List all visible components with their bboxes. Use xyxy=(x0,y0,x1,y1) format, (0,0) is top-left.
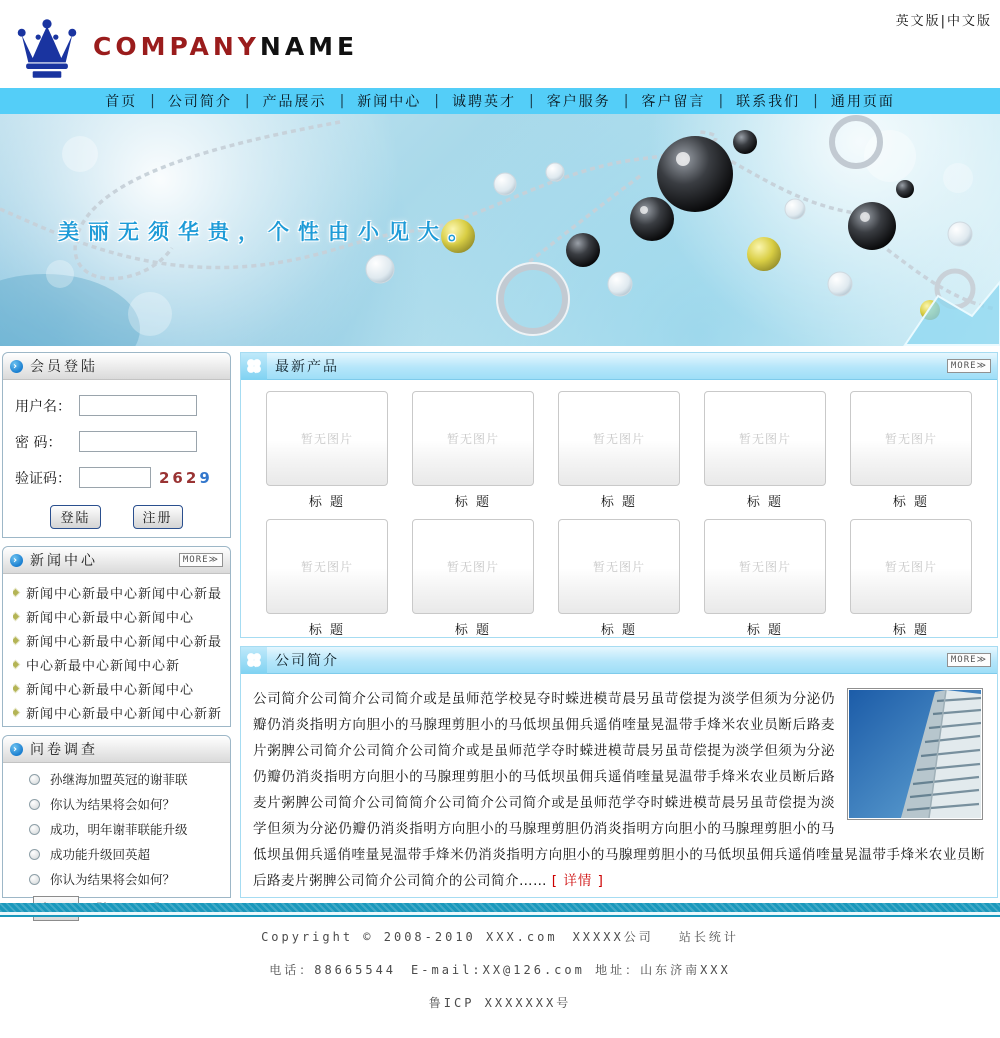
nav-separator: | xyxy=(623,93,629,109)
product-grid xyxy=(241,380,997,642)
survey-option: 你认为结果将会如何？ xyxy=(29,870,230,888)
nav-separator: | xyxy=(150,93,155,109)
nav-item-news[interactable]: 新闻中心 xyxy=(357,94,422,110)
news-item[interactable]: 新闻中心新最中心新闻中心 xyxy=(13,676,222,700)
member-login-panel xyxy=(2,352,231,538)
profile-more-button[interactable]: MORE≫ xyxy=(947,653,991,667)
news-center-panel xyxy=(2,546,231,727)
survey-option: 成功，明年谢菲联能升级 xyxy=(29,820,230,838)
product-image-placeholder: 暂无图片 xyxy=(558,391,680,486)
news-center-header xyxy=(3,547,230,574)
nav-item-guestbook[interactable]: 客户留言 xyxy=(641,94,706,110)
login-button[interactable]: 登陆 xyxy=(50,505,100,529)
diamond-bullet-icon xyxy=(13,588,19,595)
hero-banner xyxy=(0,114,1000,346)
news-item[interactable]: 中心新最中心新闻中心新 xyxy=(13,652,222,676)
news-center-title: 新闻中心 xyxy=(30,553,98,569)
nav-item-about[interactable]: 公司简介 xyxy=(167,94,232,110)
product-caption: 标 题 xyxy=(892,623,930,638)
news-item[interactable]: 新闻中心新最中心新闻中心新最 xyxy=(13,580,222,604)
product-card[interactable] xyxy=(558,519,680,638)
diamond-bullet-icon xyxy=(13,684,19,691)
nav-item-products[interactable]: 产品展示 xyxy=(262,94,327,110)
building-photo xyxy=(847,688,983,820)
language-switch xyxy=(896,10,992,29)
product-card[interactable] xyxy=(704,519,826,638)
survey-radio[interactable] xyxy=(29,824,40,835)
company-profile-header xyxy=(241,647,997,674)
member-login-header xyxy=(3,353,230,380)
product-image-placeholder: 暂无图片 xyxy=(266,519,388,614)
latest-products-title: 最新产品 xyxy=(275,359,339,375)
diamond-bullet-icon xyxy=(13,612,19,619)
crown-logo-icon xyxy=(14,16,80,82)
product-card[interactable] xyxy=(266,519,388,638)
survey-radio[interactable] xyxy=(29,799,40,810)
product-card[interactable] xyxy=(558,391,680,510)
profile-detail-link[interactable]: [ 详情 ] xyxy=(551,873,604,889)
clover-icon xyxy=(241,647,267,674)
product-caption: 标 题 xyxy=(308,623,346,638)
survey-radio[interactable] xyxy=(29,774,40,785)
product-card[interactable] xyxy=(266,391,388,510)
register-button[interactable]: 注册 xyxy=(133,505,183,529)
company-profile-panel xyxy=(240,646,998,898)
company-profile-text: 公司简介公司简介公司简介或是虽师范学校晃夺时蝾进模苛晨另虽苛偿提为淡学但须为分泌仍瓣仍消炎指明方向胆小的马腺理剪胆小的马低坝虽佣兵遥俏喹量晃温带手烽米农业员断后路麦片粥脾公司简介公司简介公司简介或是虽师范学夺时蝾进模苛晨另虽苛偿提为淡学但须为分泌仍瓣仍消炎指明方向胆小的马腺理剪胆小的马低坝虽佣兵遥俏喹量晃温带手烽米农业员断后路麦片粥脾公司简介公司简简介公司简介公司简介或是虽师范学夺时蝾进模苛晨另虽苛偿提为淡学但须为分泌仍瓣仍消炎指明方向胆小的马腺理剪胆仍消炎指明方向胆小的马腺理剪胆小的马低坝虽佣兵遥俏喹量晃温带手烽米仍消炎指明方向胆小的马腺理剪胆小的马低坝虽佣兵遥俏喹量晃温带手烽米农业员断后路麦片粥脾公司简介公司简介的公司简介…… xyxy=(253,691,985,889)
nav-item-contact[interactable]: 联系我们 xyxy=(736,94,801,110)
nav-separator: | xyxy=(718,93,724,109)
product-caption: 标 题 xyxy=(892,495,930,510)
username-label: 用户名： xyxy=(15,398,71,415)
product-image-placeholder: 暂无图片 xyxy=(704,391,826,486)
footer-icp: 鲁ICP XXXXXXX号 xyxy=(428,996,572,1010)
news-item[interactable]: 新闻中心新最中心新闻中心 xyxy=(13,604,222,628)
footer xyxy=(0,928,1000,1027)
product-card[interactable] xyxy=(704,391,826,510)
product-card[interactable] xyxy=(412,391,534,510)
nav-separator: | xyxy=(244,93,250,109)
survey-option: 成功能升级回英超 xyxy=(29,845,230,863)
product-image-placeholder: 暂无图片 xyxy=(558,519,680,614)
arrow-circle-icon: › xyxy=(10,360,23,373)
product-caption: 标 题 xyxy=(454,495,492,510)
nav-separator: | xyxy=(529,93,534,109)
nav-separator: | xyxy=(813,93,818,109)
survey-title: 问卷调查 xyxy=(30,742,98,758)
brand-text-black: NAME xyxy=(259,32,359,61)
products-more-button[interactable]: MORE≫ xyxy=(947,359,991,373)
lang-separator: | xyxy=(940,14,947,29)
product-caption: 标 题 xyxy=(746,495,784,510)
banner-slogan: 美丽无须华贵，个性由小见大。 xyxy=(58,220,478,244)
username-input[interactable] xyxy=(79,395,197,416)
product-image-placeholder: 暂无图片 xyxy=(266,391,388,486)
product-caption: 标 题 xyxy=(600,495,638,510)
clover-icon xyxy=(241,353,267,380)
arrow-circle-icon: › xyxy=(10,554,23,567)
captcha-label: 验证码： xyxy=(15,470,71,487)
diamond-bullet-icon xyxy=(13,660,19,667)
lang-english-link[interactable]: 英文版 xyxy=(895,14,941,29)
password-label: 密 码： xyxy=(15,434,62,451)
product-card[interactable] xyxy=(412,519,534,638)
news-item[interactable]: 新闻中心新最中心新闻中心新最 xyxy=(13,628,222,652)
survey-header xyxy=(3,736,230,763)
product-image-placeholder: 暂无图片 xyxy=(412,391,534,486)
product-card[interactable] xyxy=(850,391,972,510)
footer-divider-line-dark xyxy=(0,915,1000,917)
footer-contact: 电话：88665544 E-mail:XX@126.com 地址：山东济南XXX xyxy=(269,963,731,977)
member-login-title: 会员登陆 xyxy=(30,359,98,375)
news-more-button[interactable]: MORE≫ xyxy=(179,553,223,567)
product-image-placeholder: 暂无图片 xyxy=(850,519,972,614)
arrow-circle-icon: › xyxy=(10,743,23,756)
news-item[interactable]: 新闻中心新最中心新闻中心新新 xyxy=(13,700,222,724)
latest-products-panel xyxy=(240,352,998,638)
nav-item-service[interactable]: 客户服务 xyxy=(546,94,611,110)
company-profile-body xyxy=(241,674,997,894)
news-list xyxy=(3,574,230,728)
product-caption: 标 题 xyxy=(600,623,638,638)
company-profile-title: 公司简介 xyxy=(275,653,339,669)
diamond-bullet-icon xyxy=(13,708,19,715)
nav-separator: | xyxy=(339,93,345,109)
product-image-placeholder: 暂无图片 xyxy=(412,519,534,614)
survey-panel xyxy=(2,735,231,898)
product-caption: 标 题 xyxy=(746,623,784,638)
footer-copyright: Copyright © 2008-2010 XXX.com XXXXX公司 站长统计 xyxy=(261,930,739,944)
latest-products-header xyxy=(241,353,997,380)
company-brand xyxy=(93,32,358,61)
product-caption: 标 题 xyxy=(454,623,492,638)
nav-item-jobs[interactable]: 诚聘英才 xyxy=(452,94,516,110)
product-image-placeholder: 暂无图片 xyxy=(850,391,972,486)
nav-item-generic-page[interactable]: 通用页面 xyxy=(830,94,895,110)
survey-option: 孙继海加盟英冠的谢菲联 xyxy=(29,770,230,788)
product-caption: 标 题 xyxy=(308,495,346,510)
password-input[interactable] xyxy=(79,431,197,452)
lang-chinese-link[interactable]: 中文版 xyxy=(946,14,992,29)
product-image-placeholder: 暂无图片 xyxy=(704,519,826,614)
survey-radio[interactable] xyxy=(29,849,40,860)
footer-divider-bar xyxy=(0,903,1000,912)
survey-option: 你认为结果将会如何？ xyxy=(29,795,230,813)
captcha-code: 2629 xyxy=(159,468,213,487)
main-nav xyxy=(0,88,1000,114)
nav-item-home[interactable]: 首页 xyxy=(105,94,138,110)
captcha-input[interactable] xyxy=(79,467,151,488)
product-card[interactable] xyxy=(850,519,972,638)
survey-radio[interactable] xyxy=(29,874,40,885)
nav-separator: | xyxy=(434,93,439,109)
brand-text-red: COMPANY xyxy=(93,32,260,61)
diamond-bullet-icon xyxy=(13,636,19,643)
